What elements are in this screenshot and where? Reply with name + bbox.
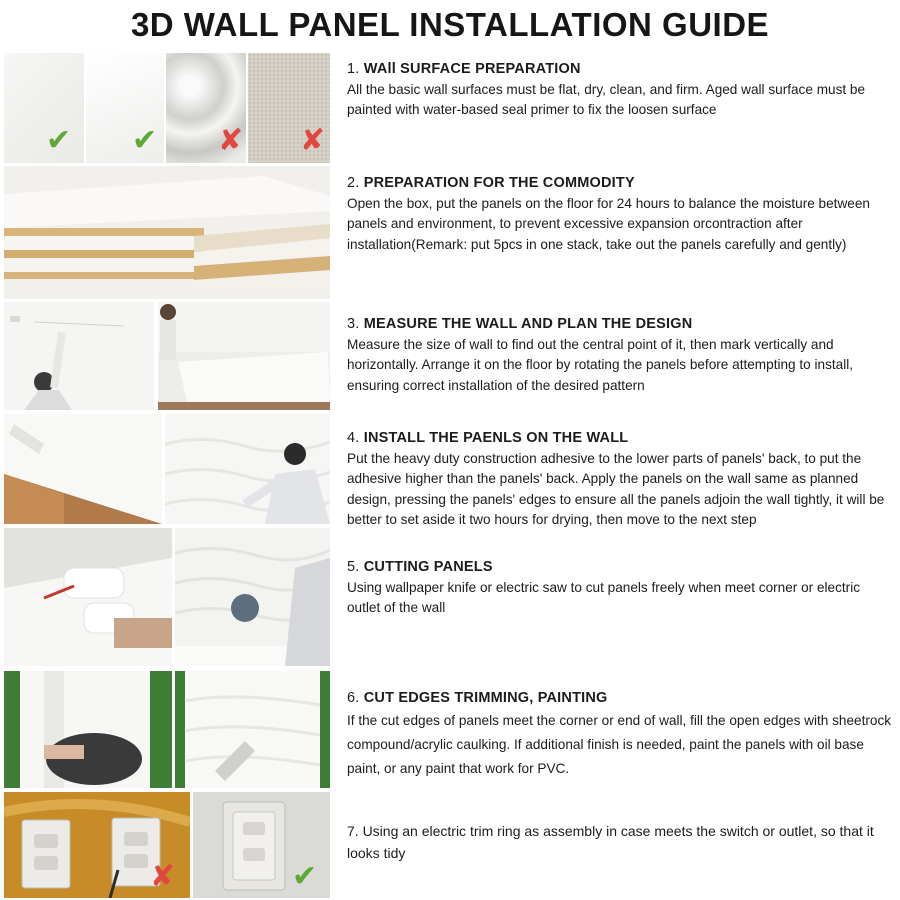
- caulking-edge-photo: [4, 671, 172, 788]
- step-title: MEASURE THE WALL AND PLAN THE DESIGN: [363, 316, 693, 332]
- step-7: [347, 820, 895, 864]
- marking-panel-with-pen-photo: [4, 528, 172, 666]
- worker-installing-panel-photo: [165, 414, 330, 524]
- step-title: PREPARATION FOR THE COMMODITY: [363, 175, 635, 191]
- step-5: [347, 559, 895, 619]
- check-icon: ✔: [292, 860, 318, 893]
- worker-arranging-panels-photo: [158, 302, 330, 410]
- step-number: 2.: [347, 175, 360, 191]
- step-text: Put the heavy duty construction adhesive to the lower parts of panels' back, to put the adhesive higher than the panels' back. Apply the panels on the wall same as planned design, pressing the panels' edges to ensure all the panels adjoin the wall tightly, it will be better to set aside it two hours for drying, then move to the next step: [347, 451, 885, 528]
- smooth-wall-photo-1: [4, 53, 84, 163]
- step-title: WAll SURFACE PREPARATION: [363, 61, 581, 77]
- step-title: CUTTING PANELS: [363, 559, 493, 575]
- painting-edge-photo: [175, 671, 330, 788]
- step-text: 7. Using an electric trim ring as assembly in case meets the switch or outlet, so that it looks tidy: [347, 823, 874, 861]
- step-heading: [347, 690, 895, 706]
- step-number: 5.: [347, 559, 360, 575]
- cross-icon: ✘: [300, 124, 326, 157]
- step-number: 6.: [347, 690, 360, 706]
- step-text: Measure the size of wall to find out the central point of it, then mark vertically and horizontally. Arrange it on the floor by rotating the panels before attempting to install, ensuring correct installation of the desired pattern: [347, 337, 854, 393]
- step-number: 3.: [347, 316, 360, 332]
- step-text: All the basic wall surfaces must be flat, dry, clean, and firm. Aged wall surface must be painted with water-based seal primer to fix the loosen surface: [347, 82, 866, 118]
- step-text: If the cut edges of panels meet the corner or end of wall, fill the open edges with sheetrock compound/acrylic caulking. If additional finish is needed, paint the panels with oil base paint, or any paint that work for PVC.: [347, 713, 892, 776]
- step-number: 4.: [347, 430, 360, 446]
- page-title: 3D WALL PANEL INSTALLATION GUIDE: [130, 6, 770, 43]
- step-4: [347, 430, 895, 531]
- step-6: [347, 690, 895, 781]
- step-heading: [347, 61, 895, 77]
- step-text: Using wallpaper knife or electric saw to cut panels freely when meet corner or electric outlet of the wall: [347, 580, 861, 616]
- step-heading: [347, 175, 895, 191]
- step-text: Open the box, put the panels on the floor for 24 hours to balance the moisture between panels and environment, to prevent excessive expansion orcontraction after installation(Remark: put 5pcs in one stack, take out the panels carefully and gently): [347, 196, 870, 252]
- stacked-panels-photo: [4, 166, 330, 299]
- step-heading: [347, 316, 895, 332]
- panel-on-floor-photo: [4, 414, 162, 524]
- step-2: [347, 175, 895, 255]
- step-heading: [347, 430, 895, 446]
- cross-icon: ✘: [150, 860, 176, 893]
- check-icon: ✔: [46, 124, 72, 157]
- step-1: [347, 61, 895, 121]
- step-title: CUT EDGES TRIMMING, PAINTING: [363, 690, 608, 706]
- cross-icon: ✘: [218, 124, 244, 157]
- worker-marking-wall-photo: [4, 302, 154, 410]
- step-title: INSTALL THE PAENLS ON THE WALL: [363, 430, 629, 446]
- step-3: [347, 316, 895, 396]
- step-number: 1.: [347, 61, 360, 77]
- step-heading: [347, 559, 895, 575]
- check-icon: ✔: [132, 124, 158, 157]
- electric-saw-cutting-photo: [175, 528, 330, 666]
